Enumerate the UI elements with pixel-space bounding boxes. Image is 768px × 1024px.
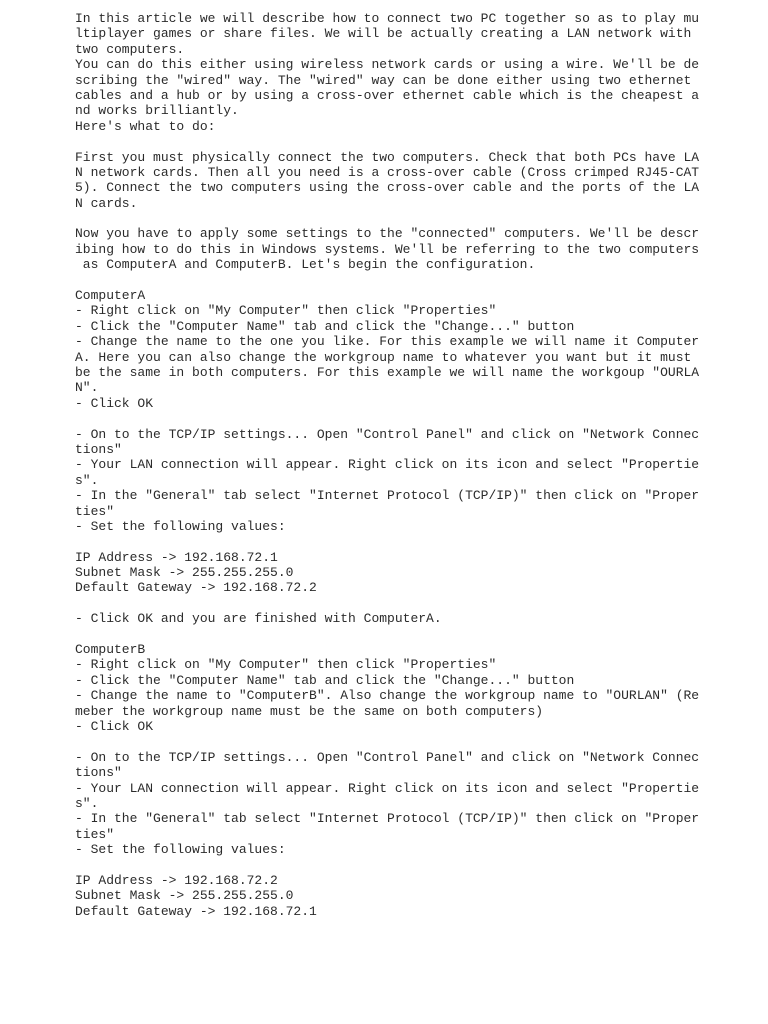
- text-line: Now you have to apply some settings to the "connected" computers. We'll be descr: [75, 226, 700, 242]
- paragraph-gap: [75, 134, 685, 149]
- subnet-mask-line: Subnet Mask -> 255.255.255.0: [75, 888, 294, 904]
- section-heading: ComputerB: [75, 642, 146, 658]
- text-line: Here's what to do:: [75, 118, 216, 134]
- paragraph-gap: [75, 734, 685, 749]
- text-line: N network cards. Then all you need is a cross-over cable (Cross crimped RJ45-CAT: [75, 164, 700, 180]
- text-line: - Your LAN connection will appear. Right click on its icon and select "Propertie: [75, 780, 700, 796]
- text-line: ties": [75, 826, 115, 842]
- text-line: - Right click on "My Computer" then click "Properties": [75, 303, 497, 319]
- section-computer-b-tcpip: [75, 749, 700, 858]
- text-line: - On to the TCP/IP settings... Open "Control Panel" and click on "Network Connec: [75, 749, 700, 765]
- text-line: - Click the "Computer Name" tab and click the "Change..." button: [75, 672, 575, 688]
- paragraph-settings-intro: [75, 226, 700, 273]
- text-line: ties": [75, 503, 115, 519]
- text-line: In this article we will describe how to connect two PC together so as to play mu: [75, 11, 700, 26]
- text-line: s".: [75, 472, 99, 488]
- text-line: meber the workgroup name must be the same on both computers): [75, 703, 544, 719]
- paragraph-gap: [75, 596, 685, 611]
- text-line: - Set the following values:: [75, 842, 286, 858]
- text-line: cables and a hub or by using a cross-over ethernet cable which is the cheapest a: [75, 87, 700, 103]
- text-line: N cards.: [75, 195, 138, 211]
- default-gateway-line: Default Gateway -> 192.168.72.2: [75, 580, 317, 596]
- text-line: - Click OK: [75, 718, 154, 734]
- text-line: scribing the "wired" way. The "wired" way can be done either using two ethernet: [75, 72, 692, 88]
- text-line: - Click OK and you are finished with ComputerA.: [75, 611, 442, 627]
- text-line: First you must physically connect the two computers. Check that both PCs have LA: [75, 149, 700, 165]
- section-computer-a-tcpip: [75, 426, 700, 535]
- text-line: - Change the name to the one you like. For this example we will name it Computer: [75, 334, 700, 350]
- text-line: - In the "General" tab select "Internet Protocol (TCP/IP)" then click on "Proper: [75, 488, 700, 504]
- ip-address-line: IP Address -> 192.168.72.2: [75, 872, 278, 888]
- text-line: - Click the "Computer Name" tab and click the "Change..." button: [75, 318, 575, 334]
- subnet-mask-line: Subnet Mask -> 255.255.255.0: [75, 565, 294, 581]
- text-line: - On to the TCP/IP settings... Open "Control Panel" and click on "Network Connec: [75, 426, 700, 442]
- text-line: two computers.: [75, 41, 185, 57]
- section-computer-b: [75, 642, 700, 734]
- paragraph-gap: [75, 857, 685, 872]
- text-line: - Set the following values:: [75, 518, 286, 534]
- paragraph-gap: [75, 211, 685, 226]
- section-heading: ComputerA: [75, 288, 146, 304]
- paragraph-gap: [75, 627, 685, 642]
- ip-address-line: IP Address -> 192.168.72.1: [75, 549, 278, 565]
- section-computer-a: [75, 288, 700, 411]
- text-line: as ComputerA and ComputerB. Let's begin the configuration.: [75, 257, 536, 273]
- text-line: - Change the name to "ComputerB". Also change the workgroup name to "OURLAN" (Re: [75, 688, 700, 704]
- paragraph-gap: [75, 534, 685, 549]
- text-line: N".: [75, 380, 99, 396]
- text-line: You can do this either using wireless network cards or using a wire. We'll be de: [75, 57, 700, 73]
- computer-a-finish: [75, 611, 685, 626]
- paragraph-gap: [75, 411, 685, 426]
- text-line: s".: [75, 795, 99, 811]
- document-body: [75, 11, 700, 919]
- computer-a-ip-values: [75, 550, 685, 596]
- text-line: - Click OK: [75, 395, 154, 411]
- text-line: nd works brilliantly.: [75, 103, 239, 119]
- default-gateway-line: Default Gateway -> 192.168.72.1: [75, 903, 317, 919]
- text-line: - Your LAN connection will appear. Right click on its icon and select "Propertie: [75, 457, 700, 473]
- text-line: - In the "General" tab select "Internet Protocol (TCP/IP)" then click on "Proper: [75, 811, 700, 827]
- paragraph-gap: [75, 273, 685, 288]
- computer-b-ip-values: [75, 873, 685, 919]
- text-line: 5). Connect the two computers using the cross-over cable and the ports of the LA: [75, 180, 700, 196]
- text-line: - Right click on "My Computer" then click "Properties": [75, 657, 497, 673]
- paragraph-intro: [75, 11, 700, 134]
- text-line: A. Here you can also change the workgroup name to whatever you want but it must: [75, 349, 692, 365]
- paragraph-physical-connection: [75, 149, 700, 212]
- text-line: tions": [75, 765, 122, 781]
- text-line: be the same in both computers. For this example we will name the workgoup "OURLA: [75, 364, 700, 380]
- text-line: tions": [75, 441, 122, 457]
- text-line: ltiplayer games or share files. We will be actually creating a LAN network with: [75, 26, 692, 42]
- text-line: ibing how to do this in Windows systems. We'll be referring to the two computers: [75, 241, 700, 257]
